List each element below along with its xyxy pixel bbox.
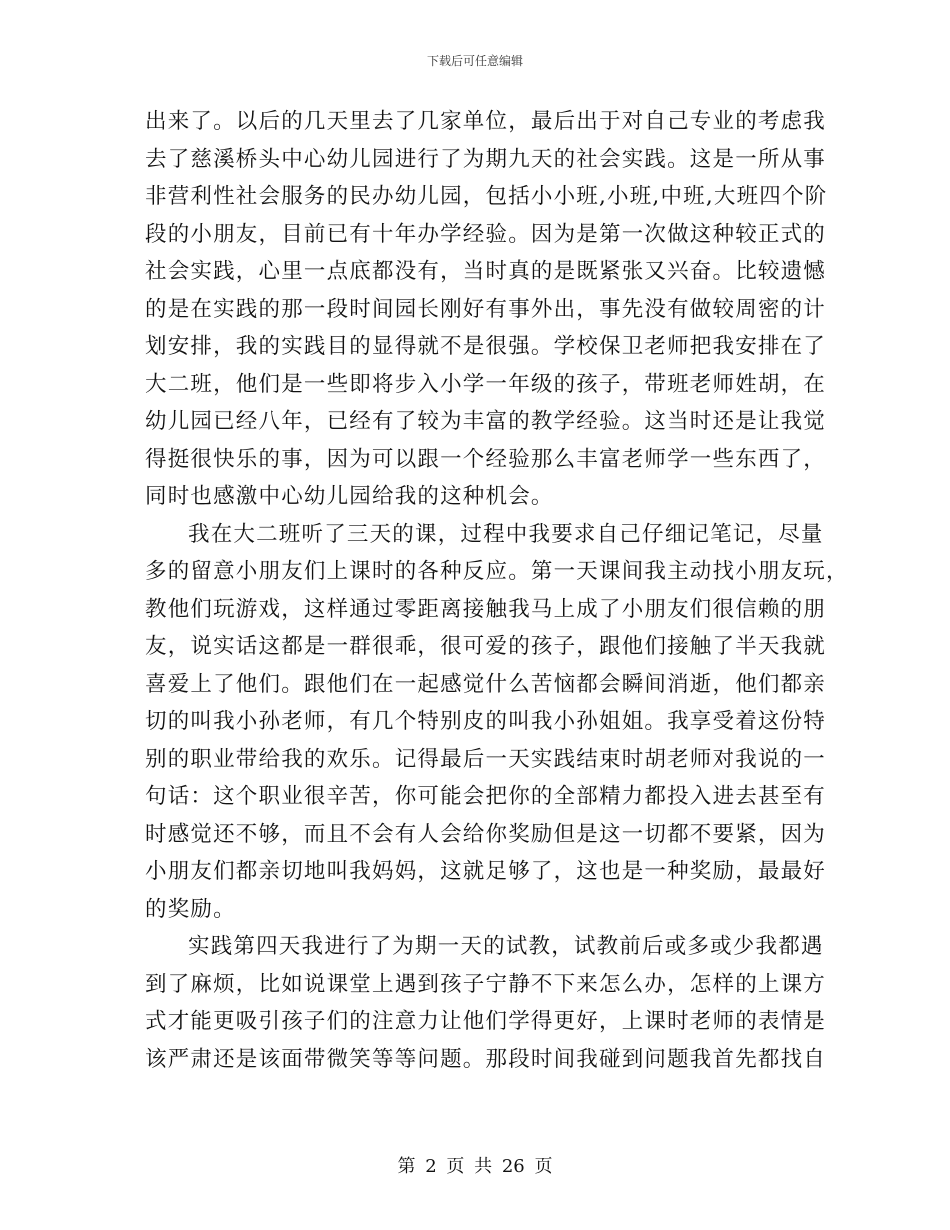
page-footer: 第 2 页 共 26 页	[397, 1156, 553, 1177]
paragraph	[145, 928, 827, 1078]
text-line: 大二班，他们是一些即将步入小学一年级的孩子，带班老师姓胡，在	[145, 371, 827, 397]
paragraph	[145, 103, 828, 516]
document-body	[145, 103, 849, 1078]
text-line: 社会实践，心里一点底都没有，当时真的是既紧张又兴奋。比较遗憾	[145, 259, 827, 284]
text-line: 划安排，我的实践目的显得就不是很强。学校保卫老师把我安排在了	[145, 334, 827, 359]
text-line: 我在大二班听了三天的课，过程中我要求自己仔细记笔记，尽量	[188, 521, 824, 547]
text-line: 实践第四天我进行了为期一天的试教，试教前后或多或少我都遇	[188, 934, 824, 959]
text-line: 小朋友们都亲切地叫我妈妈，这就足够了，这也是一种奖励，最最好	[145, 859, 827, 884]
text-line: 出来了。以后的几天里去了几家单位，最后出于对自己专业的考虑我	[145, 109, 827, 134]
text-line: 多的留意小朋友们上课时的各种反应。第一天课间我主动找小朋友玩，	[145, 559, 849, 584]
text-line: 句话：这个职业很辛苦，你可能会把你的全部精力都投入进去甚至有	[145, 784, 827, 809]
text-line: 时感觉还不够，而且不会有人会给你奖励但是这一切都不要紧，因为	[145, 821, 827, 847]
text-line: 教他们玩游戏，这样通过零距离接触我马上成了小朋友们很信赖的朋	[145, 596, 827, 622]
text-line: 同时也感激中心幼儿园给我的这种机会。	[145, 484, 554, 509]
page-header: 下载后可任意编辑	[426, 54, 523, 68]
text-line: 切的叫我小孙老师，有几个特别皮的叫我小孙姐姐。我享受着这份特	[145, 709, 827, 734]
text-line: 去了慈溪桥头中心幼儿园进行了为期九天的社会实践。这是一所从事	[145, 146, 827, 172]
text-line: 友，说实话这都是一群很乖，很可爱的孩子，跟他们接触了半天我就	[145, 634, 827, 659]
text-line: 的奖励。	[145, 896, 236, 922]
text-line: 得挺很快乐的事，因为可以跟一个经验那么丰富老师学一些东西了，	[145, 446, 827, 472]
text-line: 该严肃还是该面带微笑等等问题。那段时间我碰到问题我首先都找自	[145, 1046, 827, 1072]
text-line: 幼儿园已经八年，已经有了较为丰富的教学经验。这当时还是让我觉	[145, 409, 827, 434]
text-line: 非营利性社会服务的民办幼儿园，包括小小班,小班,中班,大班四个阶	[145, 184, 828, 209]
text-line: 段的小朋友，目前已有十年办学经验。因为是第一次做这种较正式的	[145, 221, 827, 247]
text-line: 式才能更吸引孩子们的注意力让他们学得更好，上课时老师的表情是	[145, 1009, 827, 1034]
text-line: 别的职业带给我的欢乐。记得最后一天实践结束时胡老师对我说的一	[145, 746, 827, 772]
text-line: 的是在实践的那一段时间园长刚好有事外出，事先没有做较周密的计	[145, 296, 827, 322]
text-line: 喜爱上了他们。跟他们在一起感觉什么苦恼都会瞬间消逝，他们都亲	[145, 671, 827, 697]
text-line: 到了麻烦，比如说课堂上遇到孩子宁静不下来怎么办，怎样的上课方	[145, 971, 827, 997]
paragraph	[145, 516, 849, 929]
